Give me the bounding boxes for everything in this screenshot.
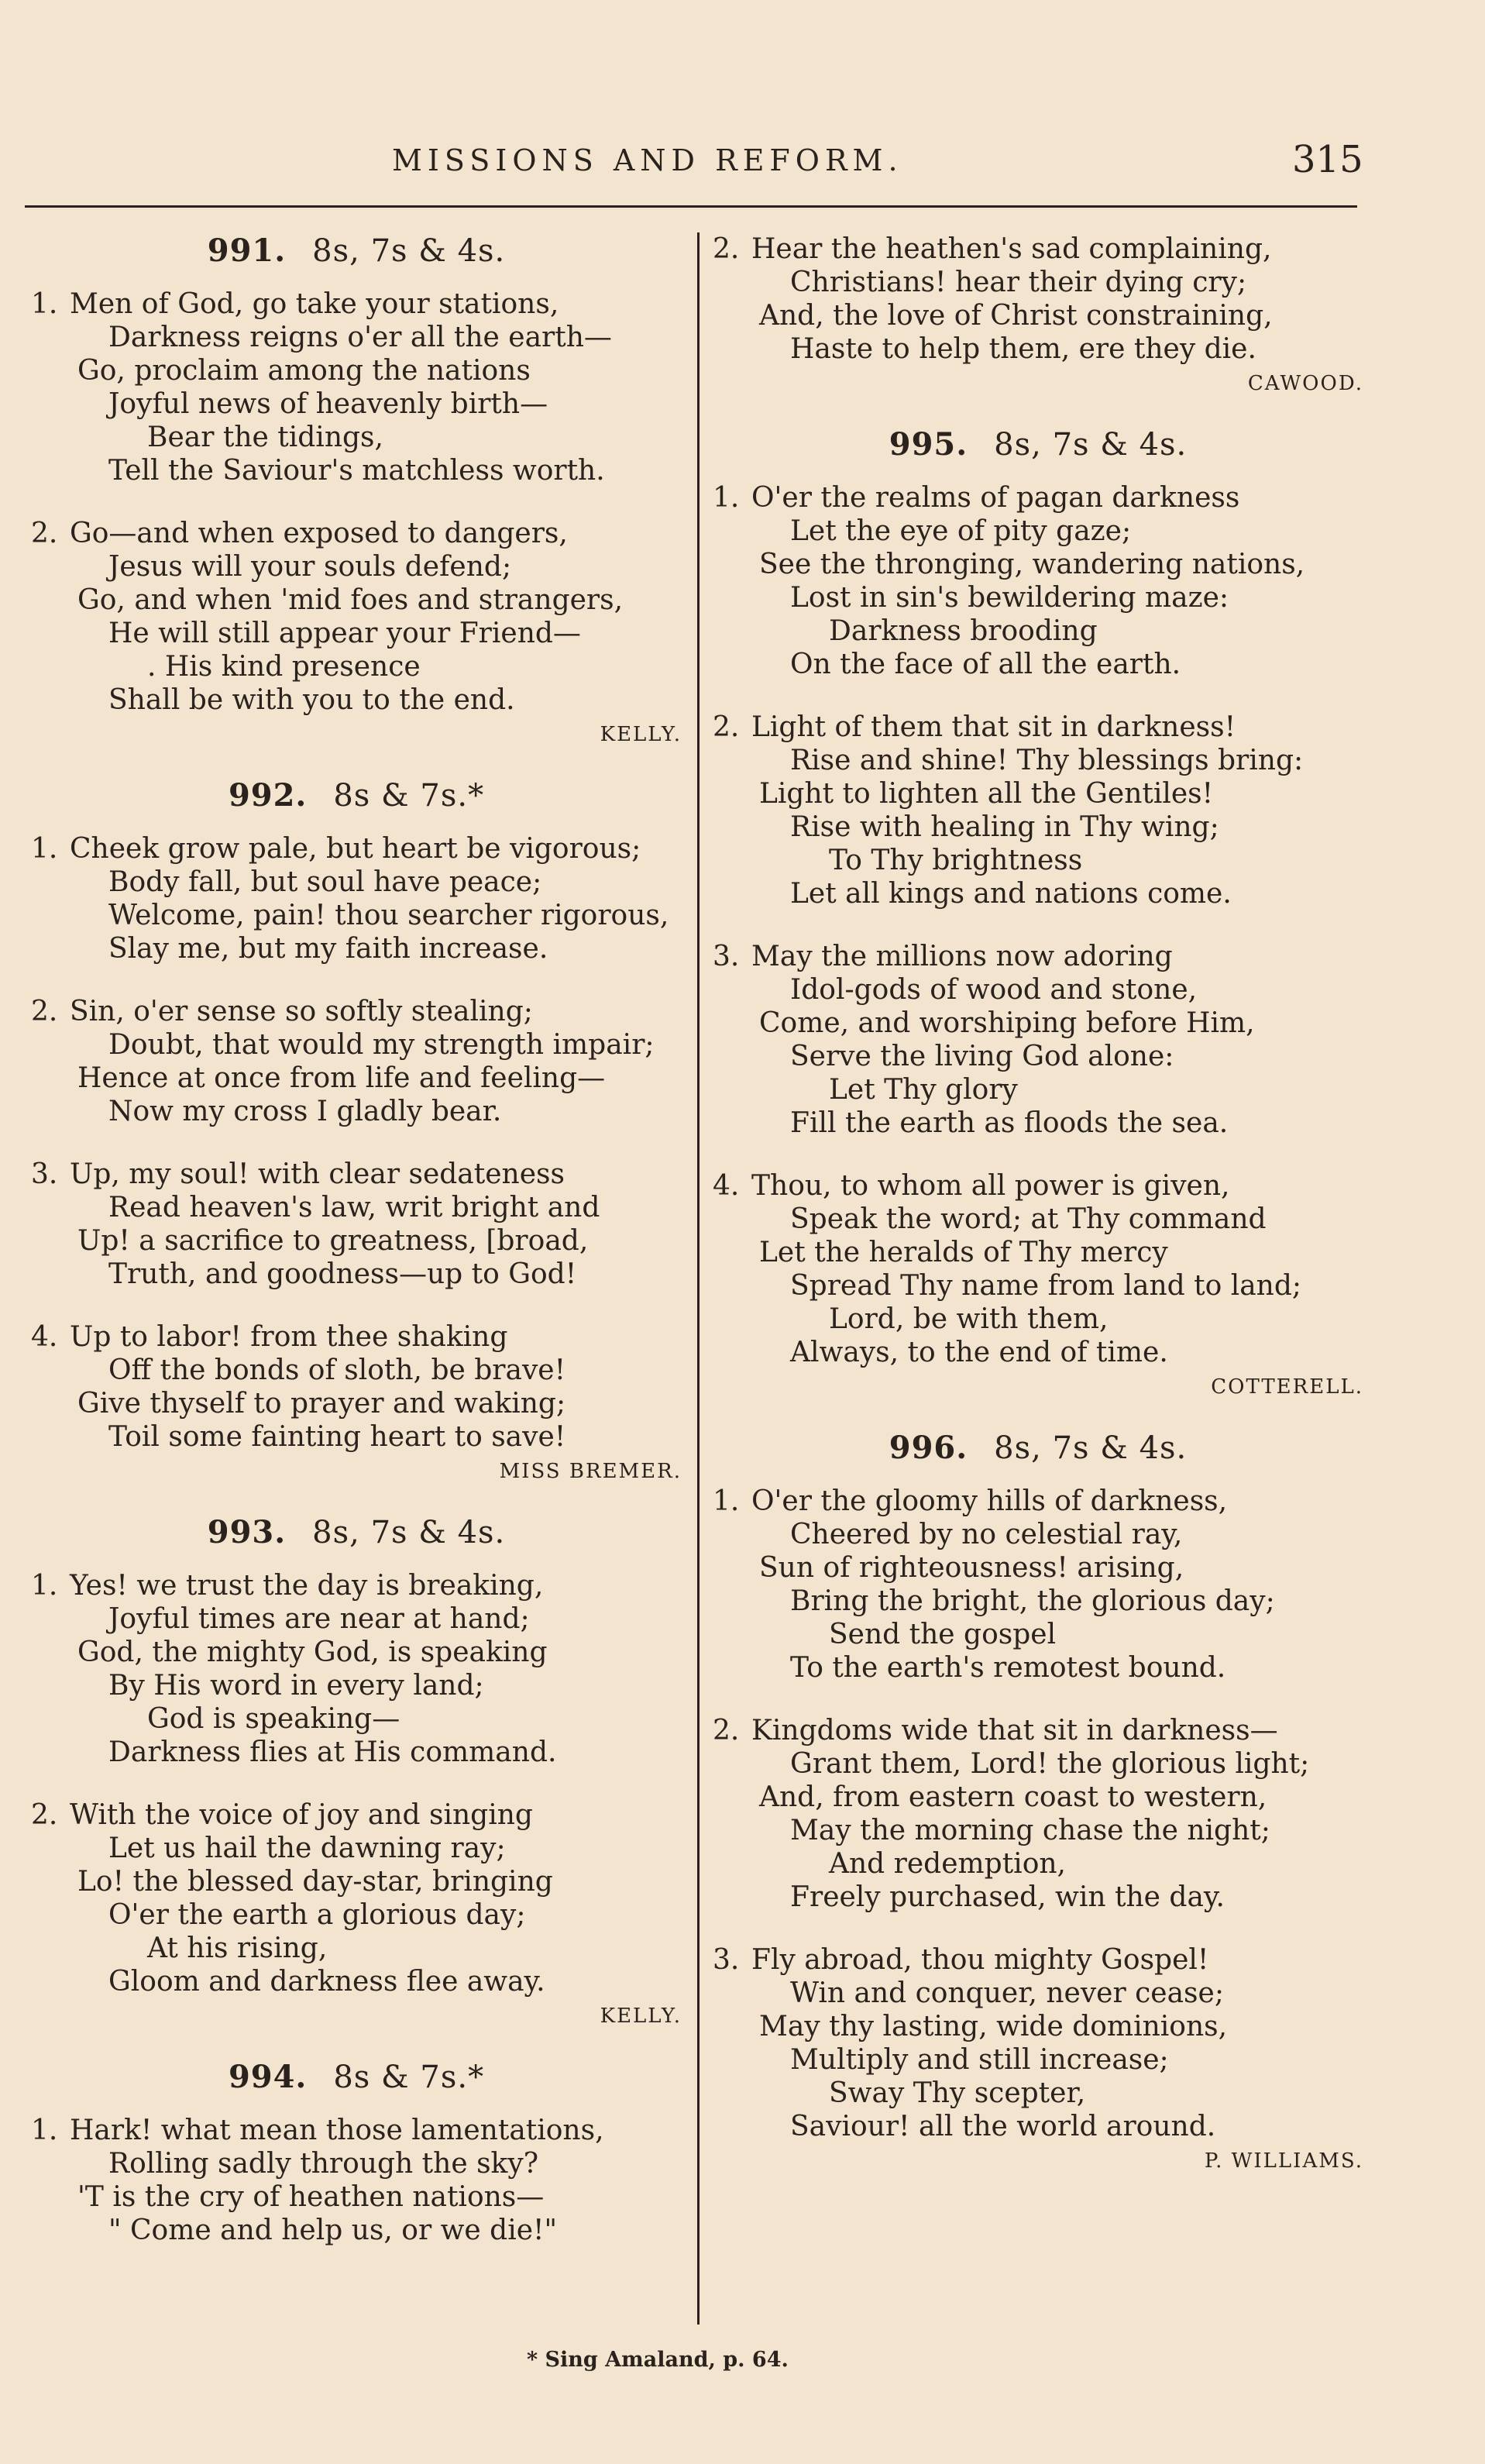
hymn-heading [31, 232, 682, 269]
hymn [713, 1430, 1363, 2173]
verse-text: Welcome, pain! thou searcher rigorous, [108, 900, 669, 931]
verse-line [31, 1898, 682, 1932]
verse-line [31, 354, 682, 387]
verse-text: Now my cross I gladly bear. [108, 1096, 502, 1127]
verse-line [713, 1551, 1363, 1585]
verse-line [713, 1007, 1363, 1040]
hymn-meter: 8s, 7s & 4s. [312, 1515, 506, 1550]
right-column [713, 232, 1363, 2204]
hymn-heading [31, 1514, 682, 1550]
stanza [713, 481, 1363, 681]
verse-line [31, 1832, 682, 1865]
verse-number: 2. [713, 711, 740, 743]
verse-line [713, 548, 1363, 581]
stanza [713, 1943, 1363, 2143]
verse-line [713, 2043, 1363, 2077]
verse-line [713, 1943, 1363, 1977]
hymn [713, 426, 1363, 1399]
verse-line [31, 421, 682, 454]
verse-text: On the face of all the earth. [790, 649, 1181, 680]
verse-text: Men of God, go take your stations, [70, 288, 559, 320]
verse-line [713, 844, 1363, 877]
hymn-meter: 8s, 7s & 4s. [994, 427, 1188, 463]
verse-text: May the morning chase the night; [790, 1815, 1270, 1846]
verse-line [31, 1736, 682, 1769]
verse-text: Darkness brooding [829, 615, 1098, 647]
verse-text: Truth, and goodness—up to God! [108, 1258, 577, 1290]
hymn-heading [713, 1430, 1363, 1466]
verse-line [713, 1977, 1363, 2010]
verse-text: Let all kings and nations come. [790, 878, 1232, 910]
verse-line [713, 2110, 1363, 2143]
hymn-number: 991. [207, 232, 287, 269]
verse-line [31, 583, 682, 617]
stanza [713, 1485, 1363, 1685]
verse-text: Up, my soul! with clear sedateness [70, 1158, 565, 1190]
verse-line [31, 1865, 682, 1898]
verse-line [713, 711, 1363, 744]
hymn-number: 995. [889, 426, 968, 463]
hymn-author: MISS BREMER. [499, 1460, 682, 1483]
verse-line [713, 1485, 1363, 1518]
verse-line [713, 2077, 1363, 2110]
verse-text: Hence at once from life and feeling— [77, 1062, 606, 1094]
verse-line [31, 899, 682, 932]
verse-text: O'er the gloomy hills of darkness, [751, 1485, 1228, 1517]
verse-text: Light to lighten all the Gentiles! [759, 778, 1214, 810]
page-number: 315 [1292, 138, 1363, 181]
verse-line [31, 1602, 682, 1636]
verse-line [31, 683, 682, 717]
verse-text: Always, to the end of time. [790, 1337, 1168, 1368]
hymn-author: COTTERELL. [1211, 1375, 1363, 1399]
verse-text: Idol-gods of wood and stone, [790, 974, 1198, 1006]
verse-line [713, 332, 1363, 366]
verse-text: Come, and worshiping before Him, [759, 1007, 1255, 1039]
hymn-heading [713, 426, 1363, 463]
verse-text: To the earth's remotest bound. [790, 1652, 1226, 1684]
hymn-number: 992. [228, 777, 308, 814]
verse-line [713, 266, 1363, 299]
verse-line [31, 1669, 682, 1702]
verse-line [713, 1336, 1363, 1369]
verse-line [31, 1569, 682, 1602]
verse-text: And, the love of Christ constraining, [759, 300, 1273, 332]
verse-number: 4. [713, 1170, 740, 1202]
verse-line [713, 1847, 1363, 1881]
stanza [31, 1798, 682, 1998]
verse-number: 3. [713, 1944, 740, 1976]
stanza [31, 2114, 682, 2247]
verse-line [713, 777, 1363, 810]
stanza [713, 1714, 1363, 1914]
verse-line [713, 1169, 1363, 1203]
verse-text: Cheered by no celestial ray, [790, 1519, 1183, 1550]
verse-line [713, 614, 1363, 648]
verse-number: 2. [31, 996, 58, 1027]
verse-text: O'er the realms of pagan darkness [751, 482, 1240, 514]
verse-line [713, 232, 1363, 266]
verse-line [31, 321, 682, 354]
verse-line [713, 1236, 1363, 1269]
verse-line [31, 1420, 682, 1454]
verse-line [713, 1269, 1363, 1303]
stanza [713, 232, 1363, 366]
verse-line [31, 287, 682, 321]
verse-text: Hear the heathen's sad complaining, [751, 233, 1272, 265]
verse-text: May thy lasting, wide dominions, [759, 2011, 1228, 2042]
verse-text: " Come and help us, or we die!" [108, 2215, 558, 2246]
verse-line [713, 744, 1363, 777]
verse-line [31, 650, 682, 683]
verse-line [31, 1387, 682, 1420]
verse-line [31, 1095, 682, 1128]
verse-text: Up! a sacrifice to greatness, [broad, [77, 1225, 589, 1257]
verse-text: Grant them, Lord! the glorious light; [790, 1748, 1310, 1780]
verse-text: Body fall, but soul have peace; [108, 866, 542, 898]
verse-line [713, 1814, 1363, 1847]
verse-text: Let the heralds of Thy mercy [759, 1237, 1168, 1268]
verse-text: Christians! hear their dying cry; [790, 267, 1247, 298]
verse-text: May the millions now adoring [751, 941, 1173, 972]
verse-number: 4. [31, 1321, 58, 1353]
verse-text: Rise and shine! Thy blessings bring: [790, 745, 1304, 776]
verse-line [31, 832, 682, 865]
verse-text: Cheek grow pale, but heart be vigorous; [70, 833, 641, 865]
verse-text: Rolling sadly through the sky? [108, 2148, 538, 2180]
verse-text: . His kind presence [147, 651, 421, 683]
verse-line [31, 1191, 682, 1224]
verse-text: God is speaking— [147, 1703, 400, 1735]
verse-line [713, 1618, 1363, 1651]
hymn-heading [31, 2059, 682, 2095]
hymn-heading [31, 777, 682, 814]
verse-text: And, from eastern coast to western, [759, 1781, 1267, 1813]
verse-text: Let us hail the dawning ray; [108, 1833, 506, 1864]
verse-line [713, 1203, 1363, 1236]
verse-text: Lost in sin's bewildering maze: [790, 582, 1229, 614]
hymn [713, 232, 1363, 395]
verse-text: Up to labor! from thee shaking [70, 1321, 508, 1353]
verse-text: Lord, be with them, [829, 1303, 1109, 1335]
verse-line [713, 973, 1363, 1007]
verse-text: To Thy brightness [829, 845, 1083, 876]
verse-line [31, 617, 682, 650]
verse-text: Bear the tidings, [147, 422, 383, 453]
verse-text: He will still appear your Friend— [108, 618, 581, 649]
verse-line [713, 1073, 1363, 1106]
verse-line [713, 581, 1363, 614]
hymn-author: CAWOOD. [1247, 372, 1363, 395]
verse-text: Send the gospel [829, 1619, 1057, 1650]
column-divider [697, 232, 700, 2325]
verse-line [31, 932, 682, 965]
verse-text: Joyful news of heavenly birth— [108, 388, 548, 420]
verse-number: 1. [31, 288, 58, 320]
verse-text: Bring the bright, the glorious day; [790, 1585, 1275, 1617]
verse-line [713, 481, 1363, 514]
verse-line [713, 1714, 1363, 1747]
verse-line [31, 1702, 682, 1736]
verse-text: Lo! the blessed day-star, bringing [77, 1866, 553, 1898]
verse-text: Hark! what mean those lamentations, [70, 2115, 604, 2146]
verse-line [31, 2114, 682, 2147]
verse-text: Sin, o'er sense so softly stealing; [70, 996, 533, 1027]
verse-text: Thou, to whom all power is given, [751, 1170, 1230, 1202]
verse-text: 'T is the cry of heathen nations— [77, 2181, 545, 2213]
verse-text: Read heaven's law, writ bright and [108, 1192, 600, 1223]
verse-text: Off the bonds of sloth, be brave! [108, 1354, 566, 1386]
verse-text: Saviour! all the world around. [790, 2111, 1216, 2142]
running-head: MISSIONS AND REFORM. [392, 143, 903, 177]
verse-line [31, 517, 682, 550]
verse-text: Freely purchased, win the day. [790, 1881, 1225, 1913]
hymn [31, 1514, 682, 2028]
verse-text: And redemption, [829, 1848, 1066, 1880]
verse-text: Go—and when exposed to dangers, [70, 518, 568, 549]
verse-line [31, 995, 682, 1028]
stanza [31, 287, 682, 487]
verse-text: Let Thy glory [829, 1074, 1018, 1106]
verse-number: 3. [31, 1158, 58, 1190]
verse-line [713, 648, 1363, 681]
verse-line [713, 1585, 1363, 1618]
verse-text: Kingdoms wide that sit in darkness— [751, 1715, 1278, 1746]
verse-text: Rise with healing in Thy wing; [790, 811, 1219, 843]
left-column [31, 232, 682, 2276]
verse-line [31, 1028, 682, 1062]
hymn [31, 2059, 682, 2247]
verse-line [713, 1781, 1363, 1814]
verse-text: Shall be with you to the end. [108, 684, 515, 716]
hymn-number: 993. [207, 1514, 287, 1550]
verse-line [31, 1258, 682, 1291]
header-rule [25, 205, 1357, 208]
hymn [31, 232, 682, 746]
verse-text: At his rising, [147, 1932, 328, 1964]
verse-line [713, 877, 1363, 910]
verse-number: 1. [31, 2115, 58, 2146]
verse-text: Spread Thy name from land to land; [790, 1270, 1302, 1302]
verse-text: God, the mighty God, is speaking [77, 1636, 548, 1668]
verse-number: 3. [713, 941, 740, 972]
stanza [31, 832, 682, 965]
verse-text: Slay me, but my faith increase. [108, 933, 548, 965]
verse-line [31, 454, 682, 487]
stanza [31, 1320, 682, 1454]
footnote: * Sing Amaland, p. 64. [527, 2348, 789, 2372]
verse-line [31, 1224, 682, 1258]
verse-line [31, 387, 682, 421]
verse-text: Speak the word; at Thy command [790, 1203, 1267, 1235]
verse-number: 2. [713, 1715, 740, 1746]
verse-text: O'er the earth a glorious day; [108, 1899, 526, 1931]
verse-text: With the voice of joy and singing [70, 1799, 533, 1831]
verse-line [713, 1040, 1363, 1073]
verse-line [713, 1651, 1363, 1685]
verse-line [713, 1518, 1363, 1551]
hymn-number: 996. [889, 1430, 968, 1466]
hymn-author: KELLY. [600, 723, 682, 746]
verse-text: Doubt, that would my strength impair; [108, 1029, 655, 1061]
verse-text: Fly abroad, thou mighty Gospel! [751, 1944, 1209, 1976]
hymn-author: KELLY. [600, 2005, 682, 2028]
verse-line [31, 2180, 682, 2214]
verse-line [31, 2147, 682, 2180]
stanza [31, 995, 682, 1128]
verse-number: 1. [713, 1485, 740, 1517]
verse-text: Serve the living God alone: [790, 1041, 1174, 1072]
verse-text: Tell the Saviour's matchless worth. [108, 455, 605, 487]
stanza [713, 711, 1363, 910]
verse-text: See the thronging, wandering nations, [759, 549, 1305, 580]
hymn-meter: 8s & 7s.* [333, 778, 485, 814]
verse-text: Let the eye of pity gaze; [790, 515, 1132, 547]
stanza [713, 940, 1363, 1140]
verse-text: Sway Thy scepter, [829, 2077, 1086, 2109]
verse-line [31, 1965, 682, 1998]
verse-number: 1. [31, 1570, 58, 1602]
verse-line [31, 1320, 682, 1354]
hymn-number: 994. [228, 2059, 308, 2095]
verse-line [713, 1747, 1363, 1781]
verse-line [31, 865, 682, 899]
verse-text: Give thyself to prayer and waking; [77, 1388, 566, 1420]
stanza [31, 1569, 682, 1769]
hymn-meter: 8s, 7s & 4s. [994, 1430, 1188, 1466]
verse-line [713, 299, 1363, 332]
verse-text: Sun of righteousness! arising, [759, 1552, 1184, 1584]
verse-line [31, 550, 682, 583]
verse-text: Darkness flies at His command. [108, 1736, 557, 1768]
verse-line [31, 1158, 682, 1191]
verse-text: Gloom and darkness flee away. [108, 1966, 545, 1998]
verse-text: Darkness reigns o'er all the earth— [108, 322, 612, 353]
stanza [713, 1169, 1363, 1369]
verse-line [31, 1932, 682, 1965]
hymn [31, 777, 682, 1483]
verse-text: By His word in every land; [108, 1670, 484, 1702]
verse-text: Yes! we trust the day is breaking, [70, 1570, 544, 1602]
verse-line [31, 2214, 682, 2247]
verse-text: Jesus will your souls defend; [108, 551, 512, 583]
verse-line [31, 1062, 682, 1095]
verse-line [31, 1636, 682, 1669]
verse-text: Haste to help them, ere they die. [790, 333, 1256, 365]
verse-line [713, 1303, 1363, 1336]
verse-number: 1. [713, 482, 740, 514]
verse-number: 2. [31, 518, 58, 549]
verse-text: Multiply and still increase; [790, 2044, 1169, 2076]
verse-text: Go, and when 'mid foes and strangers, [77, 584, 624, 616]
verse-text: Go, proclaim among the nations [77, 355, 531, 387]
verse-text: Toil some fainting heart to save! [108, 1421, 566, 1453]
verse-text: Win and conquer, never cease; [790, 1977, 1224, 2009]
verse-line [713, 1106, 1363, 1140]
verse-number: 1. [31, 833, 58, 865]
hymn-author: P. WILLIAMS. [1204, 2149, 1363, 2173]
verse-text: Fill the earth as floods the sea. [790, 1107, 1229, 1139]
verse-number: 2. [31, 1799, 58, 1831]
verse-line [31, 1798, 682, 1832]
stanza [31, 517, 682, 717]
verse-line [31, 1354, 682, 1387]
verse-text: Joyful times are near at hand; [108, 1603, 530, 1635]
verse-line [713, 810, 1363, 844]
stanza [31, 1158, 682, 1291]
verse-text: Light of them that sit in darkness! [751, 711, 1236, 743]
hymn-meter: 8s, 7s & 4s. [312, 233, 506, 269]
verse-number: 2. [713, 233, 740, 265]
verse-line [713, 940, 1363, 973]
verse-line [713, 1881, 1363, 1914]
verse-line [713, 514, 1363, 548]
verse-line [713, 2010, 1363, 2043]
hymn-meter: 8s & 7s.* [333, 2060, 485, 2095]
